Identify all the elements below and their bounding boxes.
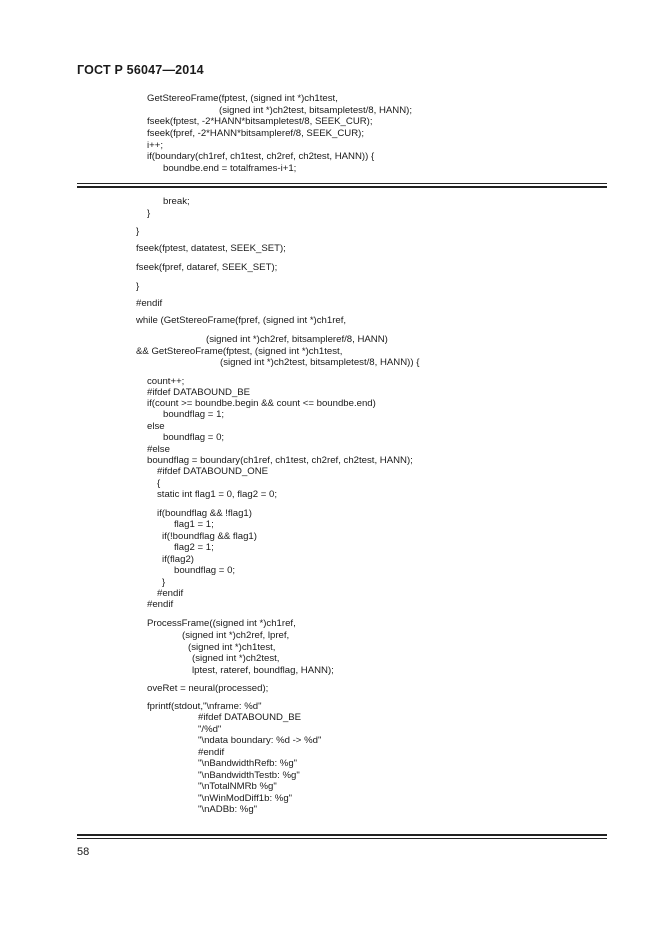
code-line: }: [136, 281, 140, 292]
code-line: "\nBandwidthTestb: %g": [198, 770, 300, 781]
code-line: #ifdef DATABOUND_BE: [198, 712, 302, 723]
code-line: if(boundflag && !flag1): [157, 508, 252, 519]
code-line: else: [147, 421, 165, 432]
code-line: (signed int *)ch2test, bitsampletest/8, HANN);: [219, 105, 413, 116]
code-line: (signed int *)ch2test,: [192, 653, 280, 664]
code-line: #ifdef DATABOUND_BE: [147, 387, 251, 398]
code-line: if(boundary(ch1ref, ch1test, ch2ref, ch2test, HANN)) {: [147, 151, 375, 162]
code-line: (signed int *)ch2test, bitsampletest/8, HANN)) {: [220, 357, 420, 368]
code-line: while (GetStereoFrame(fpref, (signed int *)ch1ref,: [136, 315, 347, 326]
code-line: }: [136, 226, 140, 237]
code-line: boundflag = 1;: [163, 409, 225, 420]
divider-top-thick: [77, 186, 607, 188]
code-line: }: [147, 208, 151, 219]
code-line: && GetStereoFrame(fptest, (signed int *)ch1test,: [136, 346, 343, 357]
divider-bottom-thin: [77, 838, 607, 839]
code-line: boundbe.end = totalframes-i+1;: [163, 163, 297, 174]
code-line: #else: [147, 444, 170, 455]
code-line: #endif: [198, 747, 225, 758]
code-line: (signed int *)ch2ref, lpref,: [182, 630, 290, 641]
code-line: }: [162, 577, 166, 588]
code-line: if(count >= boundbe.begin && count <= boundbe.end): [147, 398, 376, 409]
code-line: #endif: [147, 599, 174, 610]
code-line: fseek(fpref, -2*HANN*bitsampleref/8, SEEK_CUR);: [147, 128, 364, 139]
code-line: fseek(fptest, -2*HANN*bitsampletest/8, SEEK_CUR);: [147, 116, 373, 127]
code-line: break;: [163, 196, 190, 207]
code-line: oveRet = neural(processed);: [147, 683, 269, 694]
code-line: "\ndata boundary: %d -> %d": [198, 735, 322, 746]
code-line: fseek(fptest, datatest, SEEK_SET);: [136, 243, 286, 254]
code-line: "\nTotalNMRb %g": [198, 781, 277, 792]
code-line: boundflag = 0;: [174, 565, 236, 576]
code-line: count++;: [147, 376, 185, 387]
code-line: "\nBandwidthRefb: %g": [198, 758, 298, 769]
page-number: 58: [77, 846, 90, 858]
code-line: boundflag = boundary(ch1ref, ch1test, ch2ref, ch2test, HANN);: [147, 455, 413, 466]
code-line: #endif: [157, 588, 184, 599]
code-line: flag2 = 1;: [174, 542, 214, 553]
code-line: (signed int *)ch1test,: [188, 642, 276, 653]
code-line: GetStereoFrame(fptest, (signed int *)ch1test,: [147, 93, 338, 104]
code-line: (signed int *)ch2ref, bitsampleref/8, HANN): [206, 334, 388, 345]
code-line: static int flag1 = 0, flag2 = 0;: [157, 489, 277, 500]
code-line: if(flag2): [162, 554, 194, 565]
code-line: flag1 = 1;: [174, 519, 214, 530]
code-line: "/%d": [198, 724, 222, 735]
code-line: "\nADBb: %g": [198, 804, 258, 815]
code-line: fprintf(stdout,"\nframe: %d": [147, 701, 262, 712]
code-line: {: [157, 478, 161, 489]
divider-bottom-thick: [77, 834, 607, 836]
divider-top-thin: [77, 183, 607, 184]
code-line: "\nWinModDiff1b: %g": [198, 793, 293, 804]
code-line: #ifdef DATABOUND_ONE: [157, 466, 269, 477]
code-line: boundflag = 0;: [163, 432, 225, 443]
code-line: fseek(fpref, dataref, SEEK_SET);: [136, 262, 278, 273]
code-line: #endif: [136, 298, 163, 309]
code-line: i++;: [147, 140, 164, 151]
code-line: ProcessFrame((signed int *)ch1ref,: [147, 618, 296, 629]
code-line: lptest, rateref, boundflag, HANN);: [192, 665, 334, 676]
code-line: if(!boundflag && flag1): [162, 531, 257, 542]
document-header: ГОСТ Р 56047—2014: [77, 63, 204, 77]
